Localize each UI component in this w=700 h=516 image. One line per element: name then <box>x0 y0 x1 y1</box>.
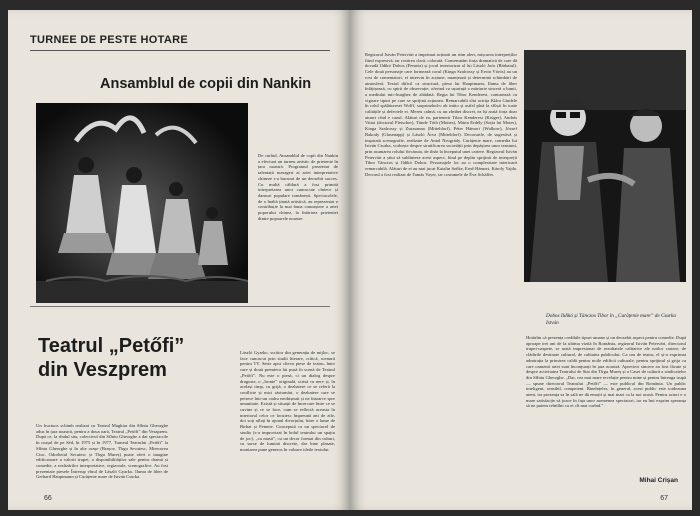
petofi-article-text-col1: Un fructuos schimb realizat cu Teatrul Maghiar din Sfîntu Gheorghe adus în țara noastră, pentru a doua oară, Teatrul „Petőfi” din Veszprem. După ce, la rîndul său, colectivul din Sfîntu Gheorghe a dat spectacole în orașul de pe Séd, în 1975 și în 1977, Turneul Teatrului „Petőfi” la Sfîntu Gheorghe și în alte orașe (Brașov, Tîrgu Secuiesc, Miercurea Ciuc, Odorheiul Secuiesc și Tîrgu Mureș) poate oferi o imagine edificatoare a valorii trupei, a disponibilităților sale pentru dramă și comedie, a realizărilor interpretative, regizorale, scenografice. Au fost prezentate piesele Întrerup vînul de László Gyarko, Iluma de liber de Gerhard Hauptmann și Curățenie mare de István Csurka. <box>36 423 168 480</box>
section-rule <box>30 50 330 51</box>
petofi-article-text-col2: László Gyarko, scriitor din generația de mijloc, se face cunoscut prin studii literare, critică, scenarii pentru TV. Serie apoi cîteva piese de teatru, între care și două premiera lui pusă în scenă de Teatrul „Petőfi”. Nu este o piesă, ci un dialog despre dragoste, o „Ironie” originală, scrisă cu nerv și, în același timp, cu grijă, o dezbatere ce se referă la conflicte și mici răsturnări, o dezbatere care se petrece într-un cadru neobișnuit și ne întoarce spre umanitate. Există și situații de încercare între ce se cuvine și ce se face, cum se reflectă aceasta în interiorul celor ce locuiesc împreună ani de zile, doi soți aflați în ajunul divorțului, între o lume de Birbat și Femeie. Concepută ca un spectacol de studio (s-a improvizat în holul teatrului un spațiu de joc), „cu masă”, cu un decor format din cuburi, cu surse de lumină discrete, dar bine plasate, montarea pune generos în valoare ideile textului. <box>240 350 335 452</box>
headline-petofi <box>38 334 184 382</box>
magazine-spread <box>8 10 692 510</box>
headline-petofi-line-2: din Veszprem <box>38 359 167 381</box>
right-page <box>350 10 692 510</box>
author-signature: Mihai Crișan <box>639 477 678 484</box>
headline-petofi-line-1: Teatrul „Petőfi” <box>38 335 185 357</box>
curatenie-mare-photo <box>524 50 686 282</box>
page-number-right: 67 <box>660 495 668 502</box>
left-page <box>8 10 350 510</box>
article-divider <box>30 306 330 307</box>
headline-nankin: Ansamblul de copii din Nankin <box>100 76 312 92</box>
nankin-dance-photo <box>36 103 248 303</box>
nankin-article-text: De curînd, Ansamblul de copii din Nankin a efectuat un turneu artistic de prietenie în țara noastră. Programul prezentat de talentații mesageri ai artei interpretative chineze s-a bucurat de un deosebit succes. Cu multă căldură a fost primită interpretarea unor cunoscute cîntece și dansuri populare românești. Spectacolele, de o înaltă ținută artistică, au reprezentat o contribuție la mai buna cunoaștere a artei poporului chinez, la întărirea prieteniei dintre popoarele noastre. <box>258 153 338 221</box>
photo-caption: Dobos Ildikó și Tánczos Tibor în „Curățenie mare” de Csurka István <box>546 313 676 326</box>
page-number-left: 66 <box>44 495 52 502</box>
petofi-review-closing: Hotărîm că prezența credibile tipuri umane și un deosebit aspect pentru comedie. După aproape trei ani de la ultima vizită în România, regizorul István Petervári, directorul trupei-oaspete, se arată impresionat de rezultatele calitative ale noilor cariere, de clădirile destinate cultural, de calitatea publicului. Ca om de teatru, el și-a exprimat admirația la primirea caldă pentru noile edificii culturale, pentru sprijinul și grija cu care oamenii artei sunt înconjurați în țara noastră. Aprecieri sincere au fost făcute și despre activitatea Teatrului de Stat din Tîrgu Mureș și a Casei de cultură a sindicatelor din Sfîntu Gheorghe. „Dar, cea mai mare revelație pentru mine și pentru întreaga trupă — spune directorul Teatrului „Petőfi” — este publicul din România. Un public inteligent, sensibil, competent. Bineînțeles, în general, acest public este totdeauna atent, iar prezența sa în sală ne dă emoții și mai mari ca la noi acasă. Pentru actori e o mare satisfacție să joace în fața unor asemenea spectatori, iar eu îmi exprim speranța să ne putem reîntîlni cu ei cît mai curînd.” <box>526 335 686 409</box>
section-tag: TURNEE DE PESTE HOTARE <box>30 34 188 46</box>
petofi-review-column: Regizorul István Petervári a imprimat acțiunii un ritm alert, mișcarea interpreților fiind expresivă, iar rostirea clară, colorată. Consemnăm forța dramatică de care dă dovadă Ildikó Dobos (Femeia) și jocul interiorizat al lui László Joós (Bărbatul). Cele două personaje care formează corul (Kinga Szalrossy și Ervin Vörös) au un rost de comentatori, ei intervin în acțiune, nuanțează și determină schimbări de atmosferă. Textul dificil ca structură, piesa lui Hauptmann, Iluma de liber înfățișează, cu spirit de observație, oferind cu ușurință o mărturie sinceră a lumii, a mediului mic-burghez de altădată. Regia lui Tibor Kenderesi, conturează cu vigoare tipuri pe care se sprijină acțiunea. Remarcabili sînt actrița Klára Gindele în rolul spălătoresei Wolff, surprinzînd-o ab initio și astfel pînă la sfîrșit în toate calitățile și defectele ei. Mereu calmă, cu un zîmbet discret, ea își arată forța doar atunci cînd e cazul. Alături de ea, partenerii Tibor Kenderesi (Krüger), András Vittai (doctorul Fleischer), Tünde Tóth (Mottes), Mária Erdély (Soția lui Motes), Kinga Szalrossy și Zsuzsanna (Mitteldorf), Péter Hámori (Wulkow), József Bakody (Glasenapp) și László Árva (Mitteldorf). Decorurile, de sugestivă și inspirată scenografie, realizate de Antal Neogrády. Curățenie mare, comedia lui István Csurka, vorbește despre stratificarea societății prin depășirea unor tensiuni, prin asumarea rolului fiecăruia, de tînăr la începutul unei cariere. Regizorul István Petervári a știut să sublinieze acest aspect, fiind pe deplin sprijinit de interpreții Tibor Tánczos și Ildikó Dobos. Personajele lor au o complexitate interioară remarcabilă. Alături de ei au mai jucat Katalin Szőke, Ernő Hámori, Károly Vajda. Decorul a fost realizat de Tamás Vayer, iar costumele de Éva Schäffer. <box>365 52 517 177</box>
